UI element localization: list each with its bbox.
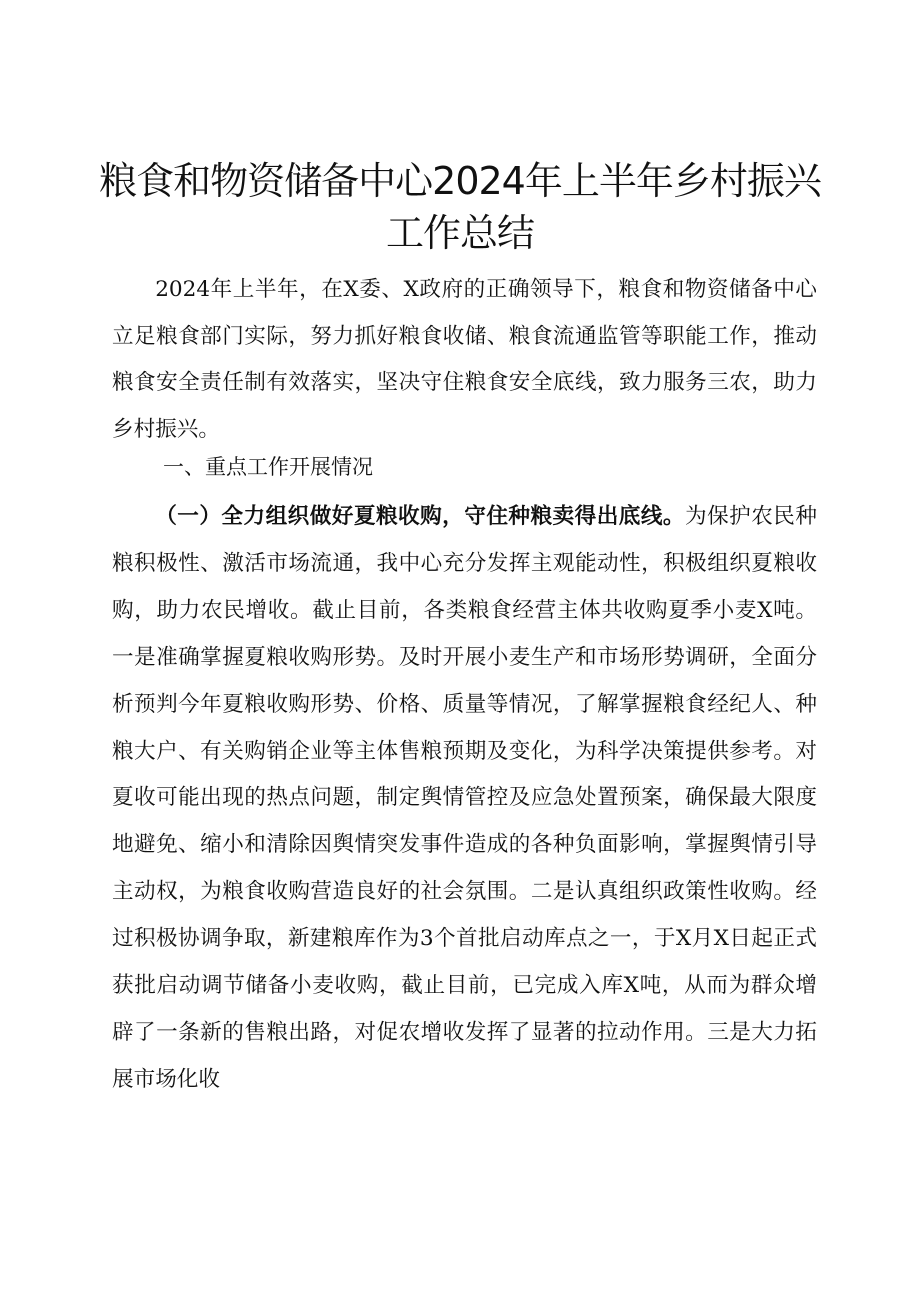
subsection-paragraph: [112, 494, 817, 1104]
document-title-line-1: 粮食和物资储备中心2024年上半年乡村振兴: [99, 159, 821, 203]
section-heading: 一、重点工作开展情况: [163, 455, 373, 479]
subsection-bold-lead: （一）全力组织做好夏粮收购，守住种粮卖得出底线。: [155, 504, 685, 529]
document-title-line-2: 工作总结: [385, 211, 534, 255]
intro-paragraph: 2024年上半年，在X委、X政府的正确领导下，粮食和物资储备中心立足粮食部门实际，努力抓好粮食收储、粮食流通监管等职能工作，推动粮食安全责任制有效落实，坚决守住粮食安全底线，致力服务三农，助力乡村振兴。: [112, 277, 817, 442]
subsection-body-text: 为保护农民种粮积极性、激活市场流通，我中心充分发挥主观能动性，积极组织夏粮收购，助力农民增收。截止目前，各类粮食经营主体共收购夏季小麦X吨。一是准确掌握夏粮收购形势。及时开展小麦生产和市场形势调研，全面分析预判今年夏粮收购形势、价格、质量等情况，了解掌握粮食经纪人、种粮大户、有关购销企业等主体售粮预期及变化，为科学决策提供参考。对夏收可能出现的热点问题，制定舆情管控及应急处置预案，确保最大限度地避免、缩小和清除因舆情突发事件造成的各种负面影响，掌握舆情引导主动权，为粮食收购营造良好的社会氛围。二是认真组织政策性收购。经过积极协调争取，新建粮库作为3个首批启动库点之一，于X月X日起正式获批启动调节储备小麦收购，截止目前，已完成入库X吨，从而为群众增辟了一条新的售粮出路，对促农增收发挥了显著的拉动作用。三是大力拓展市场化收: [112, 504, 817, 1092]
